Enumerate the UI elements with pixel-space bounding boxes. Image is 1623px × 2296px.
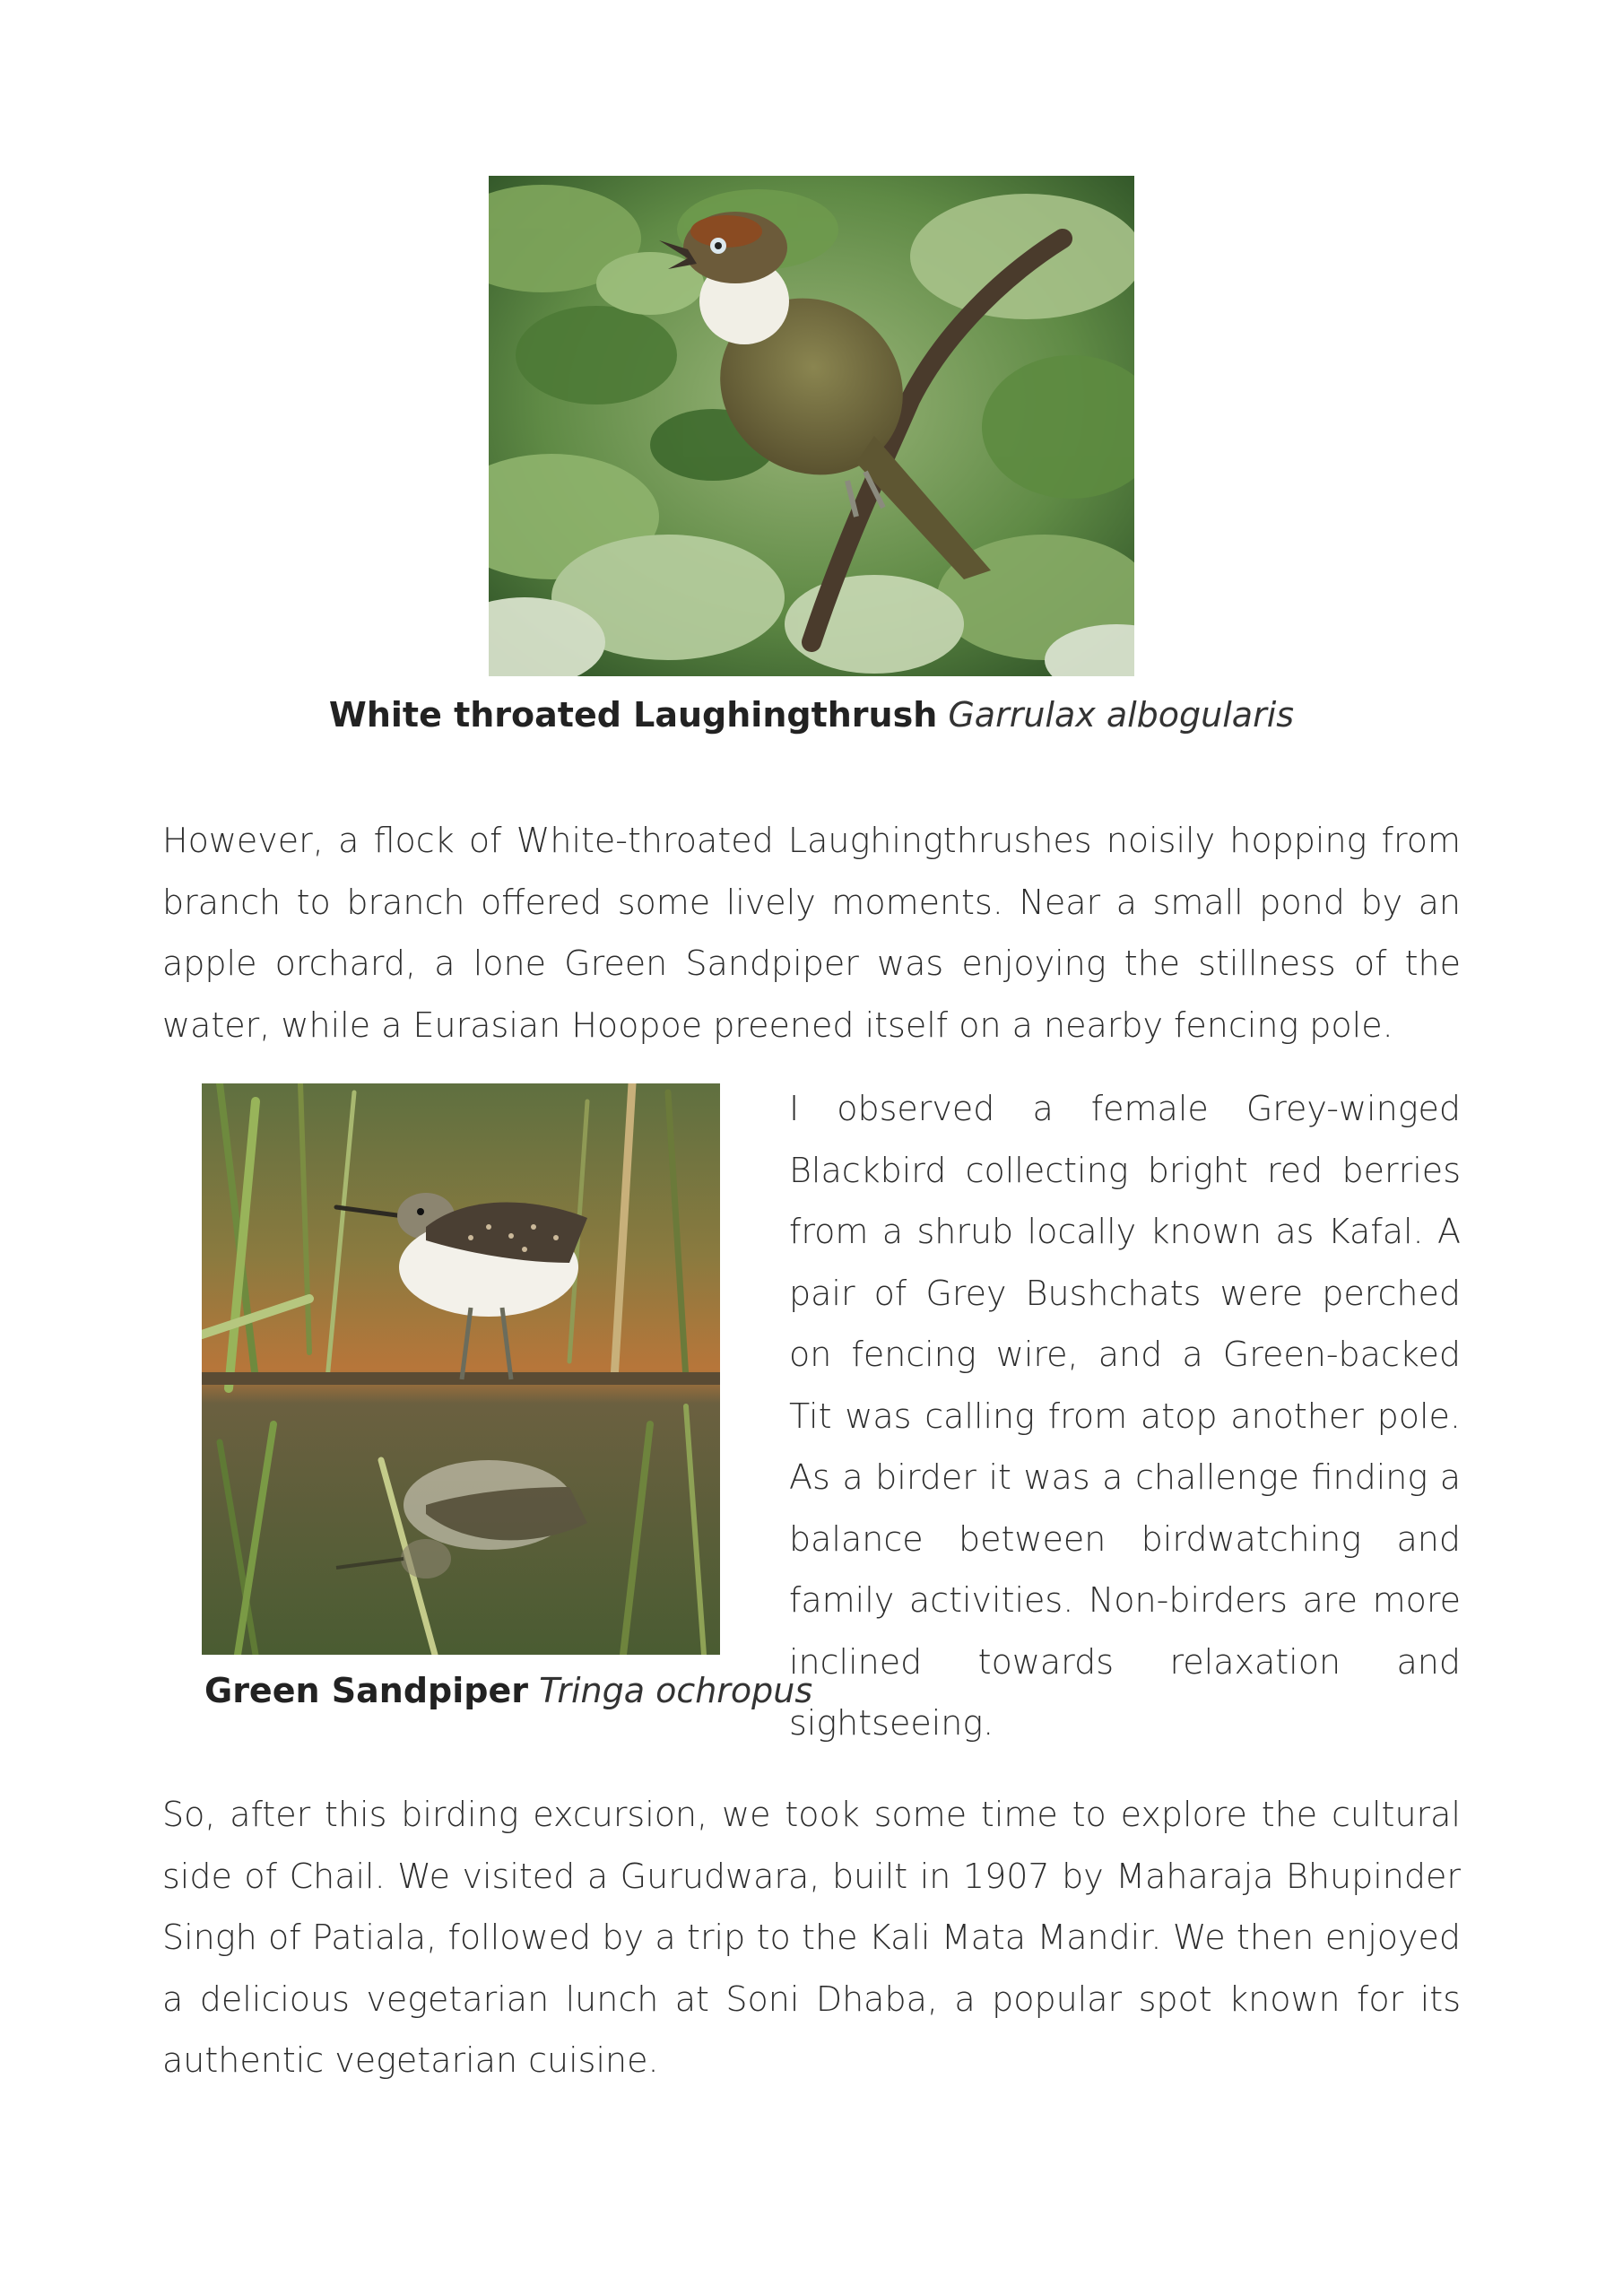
sandpiper-caption (204, 1669, 812, 1712)
caption-common-name: White throated Laughingthrush (328, 695, 938, 735)
caption-scientific-name: Garrulax albogularis (948, 695, 1295, 735)
laughingthrush-photo (489, 176, 1134, 676)
caption-scientific-name: Tringa ochropus (539, 1671, 813, 1710)
body-paragraph-1: However, a flock of White-throated Laughingthrushes noisily hopping from branch to branch offered some lively moments. Near a small pond by an apple orchard, a lone Green Sandpiper was enjoying the stillness of the water, while a Eurasian Hoopoe preened itself on a nearby fencing pole. (162, 821, 1461, 1045)
body-paragraph-3: So, after this birding excursion, we took some time to explore the cultural side of Chail. We visited a Gurudwara, built in 1907 by Maharaja Bhupinder Singh of Patiala, followed by a trip to the Kali Mata Mandir. We then enjoyed a delicious vegetarian lunch at Soni Dhaba, a popular spot known for its authentic vegetarian cuisine. (162, 1795, 1461, 2080)
laughingthrush-caption (0, 693, 1623, 736)
sandpiper-illustration (202, 1083, 720, 1655)
caption-common-name: Green Sandpiper (204, 1671, 528, 1710)
body-paragraph-2: I observed a female Grey-winged Blackbird collecting bright red berries from a shrub locally known as Kafal. A pair of Grey Bushchats were perched on fencing wire, and a Green-backed Tit was calling from atop another pole. As a birder it was a challenge finding a balance between birdwatching and family activities. Non-birders are more inclined towards relaxation and sightseeing. (789, 1089, 1461, 1743)
laughingthrush-illustration (489, 176, 1134, 676)
sandpiper-photo (202, 1083, 720, 1655)
